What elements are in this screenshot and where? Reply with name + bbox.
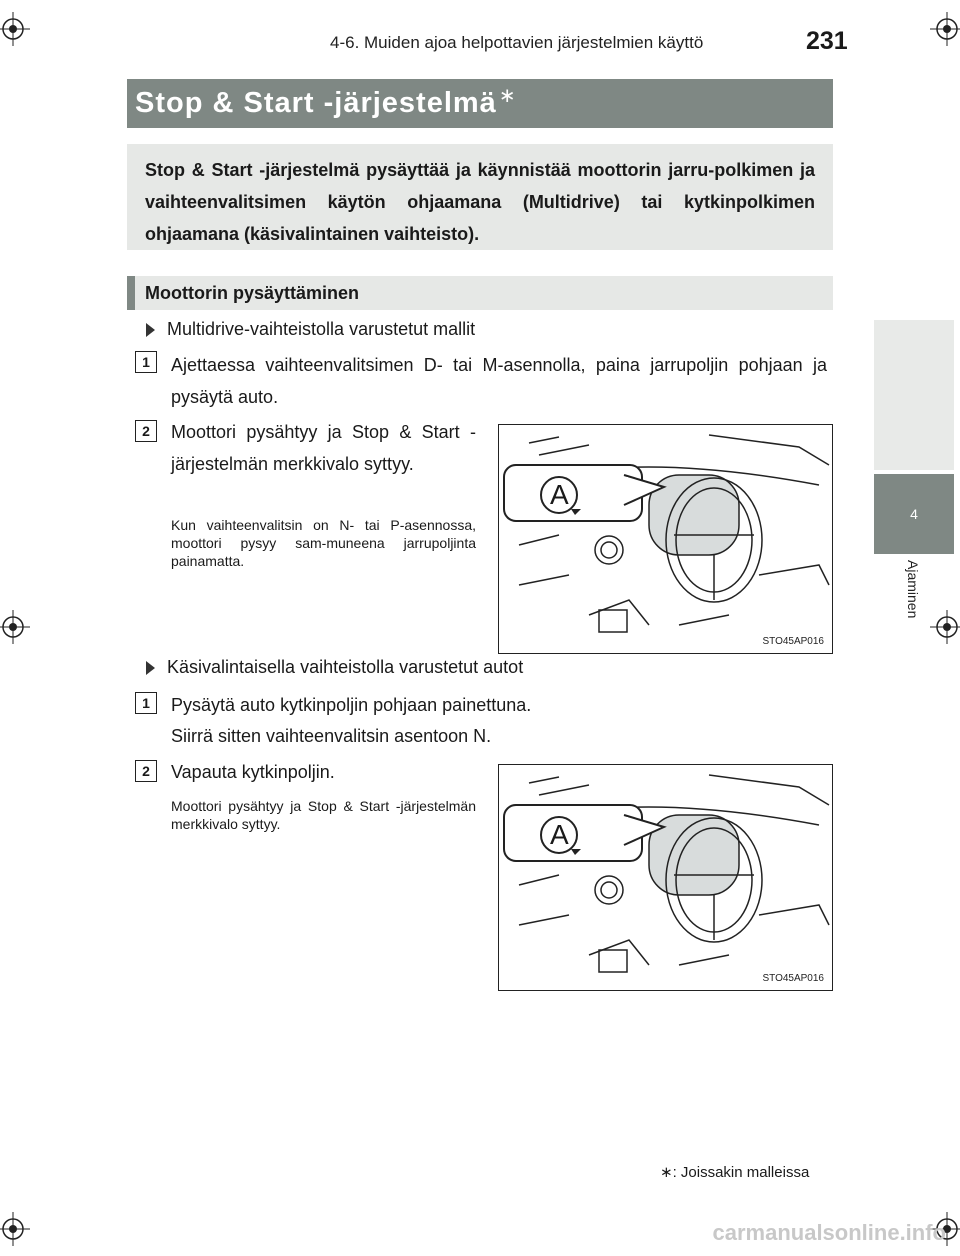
registration-mark-icon (930, 610, 960, 644)
manual-heading (146, 657, 523, 678)
title-text: Stop & Start -järjestelmä (135, 87, 497, 119)
figure-code: STO45AP016 (762, 636, 824, 647)
manual-note: Moottori pysähtyy ja Stop & Start -järjestelmän merkkivalo syttyy. (171, 798, 476, 832)
page-title (127, 79, 833, 128)
callout-letter: A (550, 819, 569, 850)
manual-step-1-line-2: Siirrä sitten vaihteenvalitsin asentoon N. (171, 726, 492, 746)
multidrive-heading-text: Multidrive-vaihteistolla varustetut mallit (167, 319, 476, 339)
dashboard-drawing (499, 425, 833, 654)
registration-mark-icon (0, 1212, 30, 1246)
footnote: ∗: Joissakin malleissa (660, 1164, 810, 1181)
manual-step-2: Vapauta kytkinpoljin. (171, 762, 335, 782)
registration-mark-icon (930, 12, 960, 46)
callout-letter: A (550, 479, 569, 510)
chapter-label: Ajaminen (905, 560, 921, 619)
subsection-heading: Moottorin pysäyttäminen (127, 276, 833, 310)
step-number: 2 (135, 760, 157, 782)
section-heading: 4-6. Muiden ajoa helpottavien järjestelmien käyttö (330, 33, 704, 52)
step-number: 1 (135, 692, 157, 714)
multidrive-note: Kun vaihteenvalitsin on N- tai P-asennossa, moottori pysyy sam-muneena jarrupoljinta painamatta. (171, 517, 476, 569)
intro-text: Stop & Start -järjestelmä pysäyttää ja käynnistää moottorin jarru-polkimen ja vaihteenvalitsimen käytön ohjaamana (Multidrive) tai kytkinpolkimen ohjaamana (käsivalintainen vaihteisto). (127, 144, 833, 250)
figure-code: STO45AP016 (762, 973, 824, 984)
registration-mark-icon (0, 12, 30, 46)
manual-heading-text: Käsivalintaisella vaihteistolla varustetut autot (167, 657, 524, 677)
step-number: 2 (135, 420, 157, 442)
dashboard-illustration (498, 424, 833, 654)
registration-mark-icon (0, 610, 30, 644)
multidrive-heading (146, 319, 475, 340)
page-number: 231 (806, 27, 848, 55)
multidrive-step-1: Ajettaessa vaihteenvalitsimen D- tai M-asennolla, paina jarrupoljin pohjaan ja pysäytä auto. (171, 355, 827, 407)
title-footnote-mark: ∗ (498, 85, 517, 107)
manual-step-1-line-1: Pysäytä auto kytkinpoljin pohjaan painettuna. (171, 695, 532, 715)
dashboard-drawing (499, 765, 833, 991)
side-tab-background (874, 320, 954, 470)
step-number: 1 (135, 351, 157, 373)
triangle-bullet-icon (146, 661, 155, 675)
dashboard-illustration (498, 764, 833, 991)
chapter-tab[interactable]: 4 (874, 474, 954, 554)
multidrive-step-2: Moottori pysähtyy ja Stop & Start -järjestelmän merkkivalo syttyy. (171, 422, 476, 474)
triangle-bullet-icon (146, 323, 155, 337)
watermark: carmanualsonline.info (712, 1220, 946, 1245)
